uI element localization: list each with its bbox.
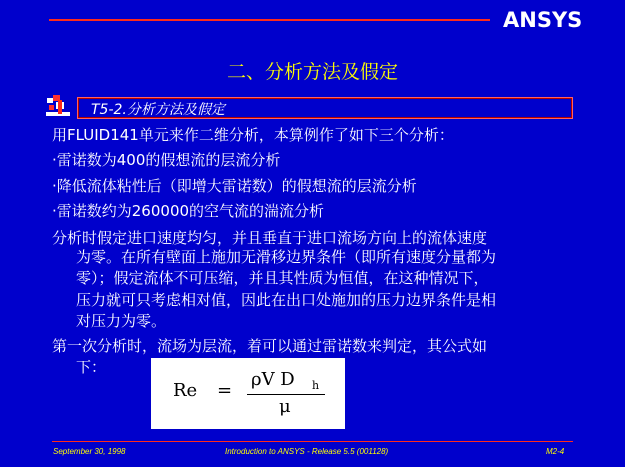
subtitle: T5-2.分析方法及假定 bbox=[91, 102, 225, 118]
header-rule bbox=[49, 19, 490, 21]
subtitle-accent bbox=[58, 100, 62, 114]
ansys-logo: ANSYS bbox=[503, 8, 583, 32]
list-item: ·雷诺数为400的假想流的层流分析 bbox=[52, 151, 281, 169]
slide-title: 二、分析方法及假定 bbox=[226, 61, 398, 83]
formula-numerator: ρV D bbox=[251, 369, 295, 390]
paragraph-line: 下： bbox=[76, 358, 107, 376]
paragraph-line: 压力就可只考虑相对值，因此在出口处施加的压力边界条件是相 bbox=[76, 291, 497, 309]
footer-rule bbox=[52, 441, 573, 442]
paragraph-line: 第一次分析时，流场为层流，着可以通过雷诺数来判定，其公式如 bbox=[52, 337, 488, 355]
formula-denominator: μ bbox=[279, 396, 291, 417]
intro-text: 用FLUID141单元来作二维分析，本算例作了如下三个分析： bbox=[52, 126, 454, 144]
formula-lhs: Re bbox=[173, 380, 198, 401]
reynolds-formula bbox=[151, 358, 345, 429]
paragraph-line: 零）；假定流体不可压缩，并且其性质为恒值，在这种情况下， bbox=[76, 269, 489, 287]
paragraph-line: 分析时假定进口速度均匀，并且垂直于进口流场方向上的流体速度 bbox=[52, 229, 488, 247]
formula-subscript: h bbox=[312, 379, 320, 392]
paragraph-line: 对压力为零。 bbox=[76, 312, 167, 330]
list-item: ·降低流体粘性后（即增大雷诺数）的假想流的层流分析 bbox=[52, 177, 417, 195]
fraction-bar bbox=[247, 394, 325, 395]
paragraph-line: 为零。在所有壁面上施加无滑移边界条件（即所有速度分量都为 bbox=[76, 248, 497, 266]
list-item: ·雷诺数约为260000的空气流的湍流分析 bbox=[52, 202, 325, 220]
formula-equals: = bbox=[217, 380, 233, 401]
footer-page-number: M2-4 bbox=[546, 447, 565, 456]
footer-course: Introduction to ANSYS - Release 5.5 (001128) bbox=[225, 447, 389, 456]
footer-date: September 30, 1998 bbox=[53, 447, 126, 456]
